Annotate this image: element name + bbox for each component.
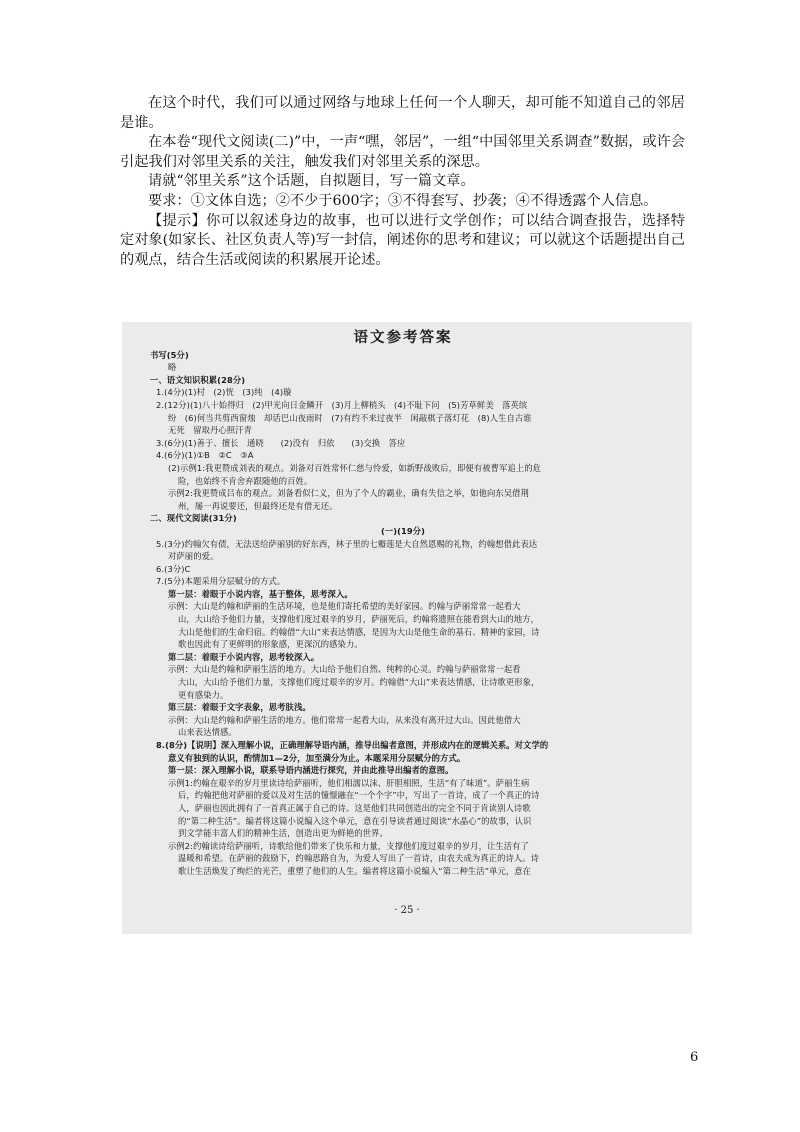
answer-line: 示例2:我更赞成吕布的观点。刘备看似仁义，但为了个人的霸业，确有失信之举，如他向东吴借荆 (168, 488, 529, 499)
answer-line: 到文学能丰富人们的精神生活，创造出更为鲜艳的世界。 (178, 828, 388, 839)
answer-line: 无死 留取丹心照汗青 (168, 425, 252, 436)
answer-line: (2)示例1:我更赞成刘表的观点。刘备对百姓常怀仁慈与怜爱，如新野战败后，即便有被曹军追上的危 (168, 462, 541, 473)
answer-line: 1.(4分)(1)村 (2)恍 (3)纯 (4)璇 (156, 387, 292, 398)
answer-line: 示例：大山是约翰和萨丽生活的地方。大山给予他们自然、纯粹的心灵。约翰与萨丽常常一起看 (168, 664, 521, 675)
answer-line: 歌也因此有了更鲜明的形象感，更深沉的感染力。 (178, 639, 363, 650)
answer-line: 一、语文知识积累(28分) (150, 374, 246, 385)
page-number: 6 (690, 1050, 699, 1065)
answer-line: 8.(8分)【说明】深入理解小说，正确理解导语内涵，推导出编者意图，并形成内在的逻辑关系。对文学的 (156, 740, 549, 750)
answer-line: 山来表达情感。 (178, 727, 237, 738)
answer-key-scan (122, 322, 692, 934)
answer-key-title: 语文参考答案 (353, 329, 453, 346)
answer-line: 第二层：着眼于小说内容，思考较深入。 (168, 651, 320, 662)
answer-line: 更有感染力。 (178, 689, 229, 700)
answer-line: 4.(6分)(1)①B ②C ③A (156, 450, 254, 461)
answer-line: 歌让生活焕发了绚烂的光芒，重塑了他们的人生。编者将这篇小说编入“第二种生活”单元，意在 (178, 865, 532, 876)
answer-line: 对萨丽的爱。 (168, 551, 219, 562)
answer-line: 险，也始终不肯舍弃跟随他的百姓。 (178, 475, 313, 486)
answer-line: 6.(3分)C (156, 563, 191, 574)
answer-line: 示例：大山是约翰和萨丽生活的地方。他们常常一起看大山，从来没有离开过大山。因此他借大 (168, 714, 521, 725)
answer-line: 第一层：着眼于小说内容，基于整体，思考深入。 (168, 588, 353, 599)
essay-paragraph-2: 在本卷“现代文阅读(二)”中，一声“嘿，邻居”，一组“中国邻里关系调查”数据，或许会引起我们对邻里关系的关注，触发我们对邻里关系的深思。 (120, 134, 685, 170)
answer-line: 5.(3分)约翰欠有债，无法送给萨丽别的好东西，林子里的七瓣莲是大自然恩赐的礼物，约翰想借此表达 (156, 538, 538, 549)
answer-line: 示例2:约翰读诗给萨丽听，诗歌给他们带来了快乐和力量，支撑他们度过艰辛的岁月，让生活有了 (168, 840, 529, 851)
essay-paragraph-3: 请就“邻里关系”这个话题，自拟题目，写一篇文章。 (148, 173, 475, 190)
answer-line: 示例：大山是约翰和萨丽的生活环境，也是他们寄托希望的美好家园。约翰与萨丽常常一起看大 (168, 601, 521, 612)
answer-line: 的“第二种生活”。编者将这篇小说编入这个单元，意在引导读者通过阅读“水晶心”的故事，认识 (178, 815, 532, 826)
answer-line: 山，大山给予他们力量，支撑他们度过艰辛的岁月，萨丽死后，约翰将遗照在能看到大山的地方， (178, 614, 540, 625)
answer-line: 州，屡一再说要还，但最终还是有借无还。 (178, 500, 338, 511)
answer-line: 7.(5分)本题采用分层赋分的方式。 (156, 576, 286, 587)
answer-line: 第三层：着眼于文字表象，思考肤浅。 (168, 702, 311, 713)
answer-line: 3.(6分)(1)善于、擅长 通晓 (2)没有 归依 (3)交换 答应 (156, 437, 406, 448)
answer-line: 人，萨丽也因此拥有了一首真正属于自己的诗。这是他们共同创造出的完全不同于肯读别人诗歌 (178, 802, 531, 813)
answer-line: 温暖和希望。在萨丽的鼓励下，约翰思路自为，为爱人写出了一首诗，由农夫成为真正的诗人。诗 (178, 853, 540, 864)
answer-line: 后，约翰把他对萨丽的爱以及对生活的憧憬融在“一个个字”中，写出了一首诗，成了一个真正的诗 (178, 790, 540, 801)
essay-tip: 【提示】你可以叙述身边的故事，也可以进行文学创作；可以结合调查报告，选择特定对象(如家长、社区负责人等)写一封信，阐述你的思考和建议；可以就这个话题提出自己的观点，结合生活或阅读的积累展开论述。 (120, 212, 685, 268)
scan-page-label: · 25 · (394, 905, 420, 916)
answer-line: 大山，大山给予他们力量，支撑他们度过艰辛的岁月。约翰借“大山”来表达情感，让诗歌更形象， (178, 677, 540, 688)
answer-line: 第一层：深入理解小说，联系导语内涵进行探究，并由此推导出编者的意图。 (168, 765, 454, 776)
essay-paragraph-4: 要求：①文体自选；②不少于600字；③不得套写、抄袭；④不得透露个人信息。 (148, 192, 658, 209)
answer-line: 示例1:约翰在艰辛的岁月里读诗给萨丽听，他们相濡以沫、肝胆相照，生活“有了味道”。萨丽生病 (168, 777, 530, 788)
answer-line: (一)(19分) (380, 525, 426, 536)
answer-line: 二、现代文阅读(31分) (150, 513, 237, 524)
essay-paragraph-1: 在这个时代，我们可以通过网络与地球上任何一个人聊天，却可能不知道自己的邻居是谁。 (120, 95, 685, 131)
answer-line: 意义有独到的认识，酌情加1—2分，加至满分为止。本题采用分层赋分的方式。 (168, 752, 466, 763)
answer-line: 纷 (6)何当共剪西窗烛 却话巴山夜雨时 (7)有约不来过夜半 闲敲棋子落灯花 (8)人生自古谁 (168, 412, 532, 423)
answer-line: 大山是他们的生命归宿。约翰借“大山”来表达情感，是因为大山是他生命的基石、精神的家园，诗 (178, 626, 540, 637)
answer-line: 略 (168, 362, 177, 373)
answer-line: 2.(12分)(1)八十始得归 (2)甲光向日金鳞开 (3)月上柳梢头 (4)不耻下问 (5)芳草鲜美 落英缤 (156, 399, 528, 410)
answer-line: 书写(5分) (150, 349, 189, 360)
essay-prompt (120, 94, 685, 270)
